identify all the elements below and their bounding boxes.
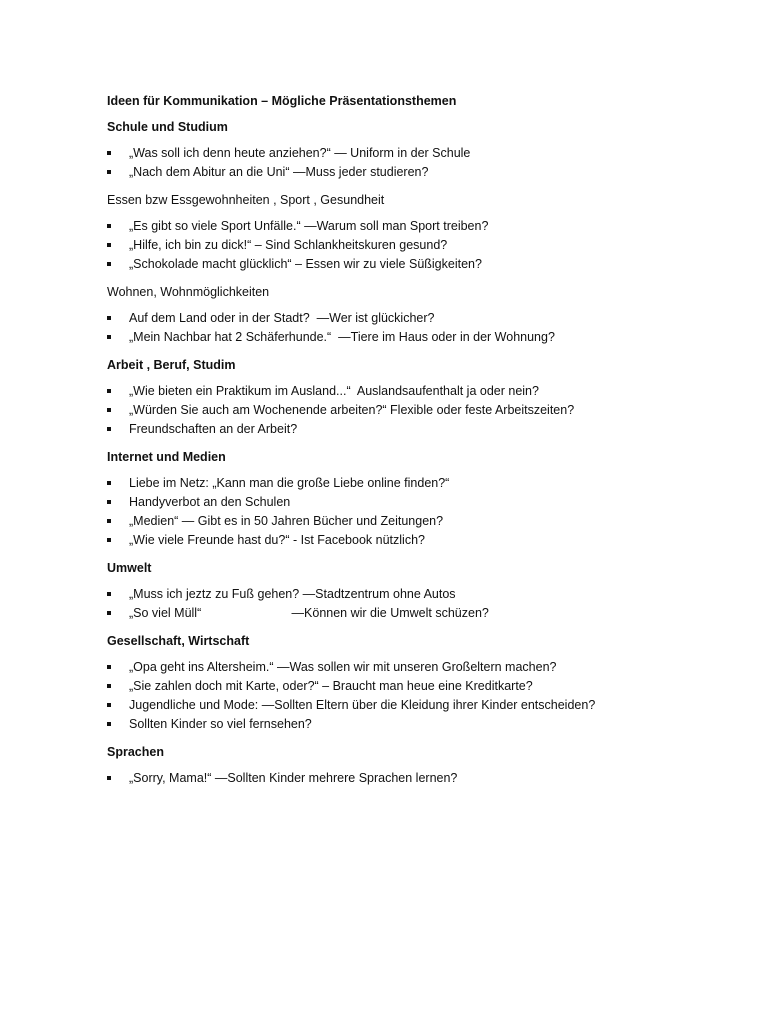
document-content xyxy=(107,92,728,797)
list-item: „Nach dem Abitur an die Uni“ —Muss jeder studieren? xyxy=(129,163,728,182)
bullet-list xyxy=(107,585,728,623)
list-item: „Sorry, Mama!“ —Sollten Kinder mehrere Sprachen lernen? xyxy=(129,769,728,788)
section-heading: Umwelt xyxy=(107,561,152,575)
section-heading: Gesellschaft, Wirtschaft xyxy=(107,634,250,648)
section xyxy=(107,191,728,274)
list-item: Jugendliche und Mode: —Sollten Eltern über die Kleidung ihrer Kinder entscheiden? xyxy=(129,696,728,715)
section-heading: Schule und Studium xyxy=(107,120,228,134)
bullet-list xyxy=(107,309,728,347)
list-item: „Mein Nachbar hat 2 Schäferhunde.“ —Tiere im Haus oder in der Wohnung? xyxy=(129,328,728,347)
list-item: „Wie viele Freunde hast du?“ - Ist Facebook nützlich? xyxy=(129,531,728,550)
section-heading: Internet und Medien xyxy=(107,450,226,464)
list-item: „So viel Müll“ —Können wir die Umwelt schüzen? xyxy=(129,604,728,623)
section-heading: Essen bzw Essgewohnheiten , Sport , Gesundheit xyxy=(107,193,385,207)
bullet-list xyxy=(107,474,728,550)
section-heading: Sprachen xyxy=(107,745,164,759)
bullet-list xyxy=(107,658,728,734)
bullet-list xyxy=(107,217,728,274)
bullet-list xyxy=(107,769,728,788)
section xyxy=(107,743,728,788)
list-item: Freundschaften an der Arbeit? xyxy=(129,420,728,439)
list-item: „Was soll ich denn heute anziehen?“ — Uniform in der Schule xyxy=(129,144,728,163)
list-item: Auf dem Land oder in der Stadt? —Wer ist glückicher? xyxy=(129,309,728,328)
list-item: Liebe im Netz: „Kann man die große Liebe online finden?“ xyxy=(129,474,728,493)
list-item: „Muss ich jeztz zu Fuß gehen? —Stadtzentrum ohne Autos xyxy=(129,585,728,604)
sections-container xyxy=(107,118,728,788)
list-item: „Wie bieten ein Praktikum im Ausland...“ Auslandsaufenthalt ja oder nein? xyxy=(129,382,728,401)
section xyxy=(107,448,728,550)
list-item: Sollten Kinder so viel fernsehen? xyxy=(129,715,728,734)
section-heading: Wohnen, Wohnmöglichkeiten xyxy=(107,285,270,299)
section xyxy=(107,356,728,439)
section-heading: Arbeit , Beruf, Studim xyxy=(107,358,236,372)
list-item: „Es gibt so viele Sport Unfälle.“ —Warum soll man Sport treiben? xyxy=(129,217,728,236)
document-title: Ideen für Kommunikation – Mögliche Präsentationsthemen xyxy=(107,94,457,108)
list-item: „Schokolade macht glücklich“ – Essen wir zu viele Süßigkeiten? xyxy=(129,255,728,274)
section xyxy=(107,118,728,182)
list-item: „Opa geht ins Altersheim.“ —Was sollen wir mit unseren Großeltern machen? xyxy=(129,658,728,677)
section xyxy=(107,559,728,623)
list-item: „Sie zahlen doch mit Karte, oder?“ – Braucht man heue eine Kreditkarte? xyxy=(129,677,728,696)
list-item: Handyverbot an den Schulen xyxy=(129,493,728,512)
list-item: „Hilfe, ich bin zu dick!“ – Sind Schlankheitskuren gesund? xyxy=(129,236,728,255)
bullet-list xyxy=(107,382,728,439)
bullet-list xyxy=(107,144,728,182)
list-item: „Medien“ — Gibt es in 50 Jahren Bücher und Zeitungen? xyxy=(129,512,728,531)
section xyxy=(107,283,728,347)
list-item: „Würden Sie auch am Wochenende arbeiten?“ Flexible oder feste Arbeitszeiten? xyxy=(129,401,728,420)
section xyxy=(107,632,728,734)
